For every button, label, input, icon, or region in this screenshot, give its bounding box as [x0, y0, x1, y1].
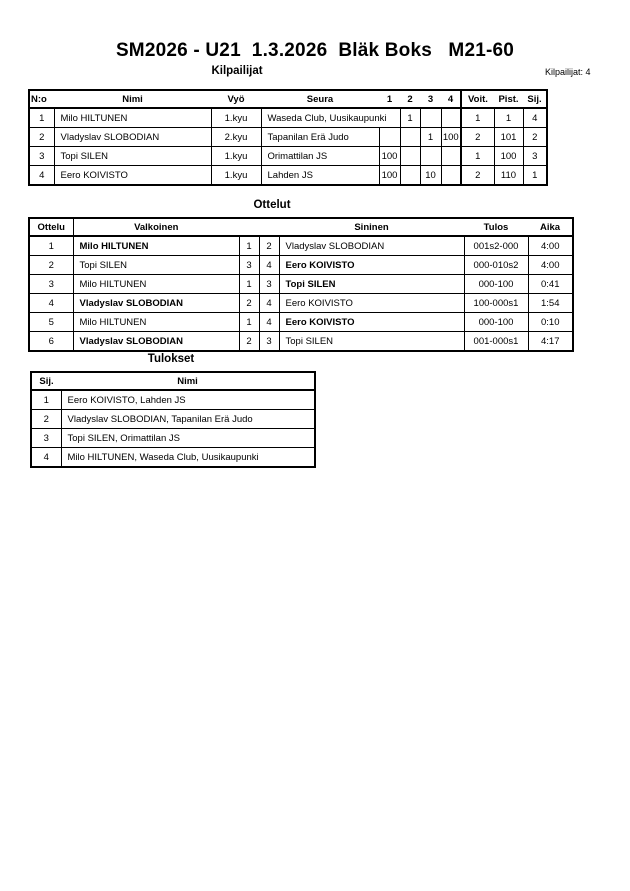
competitor-score-4 [441, 108, 461, 128]
match-white-name: Milo HILTUNEN [73, 275, 239, 294]
match-white-no: 1 [239, 275, 259, 294]
col-header-club: Seura [261, 90, 379, 108]
competitor-place: 1 [523, 166, 547, 186]
match-no: 4 [29, 294, 73, 313]
match-blue-no: 3 [259, 332, 279, 352]
competitor-points: 101 [494, 128, 523, 147]
match-result: 000-100 [464, 313, 528, 332]
match-white-no: 1 [239, 236, 259, 256]
competitor-belt: 2.kyu [211, 128, 261, 147]
competitor-score-1: 100 [379, 166, 400, 186]
competitor-score-2: 1 [400, 108, 420, 128]
match-row [29, 256, 573, 275]
competitor-score-2 [400, 128, 420, 147]
match-no: 5 [29, 313, 73, 332]
result-name: Milo HILTUNEN, Waseda Club, Uusikaupunki [61, 448, 315, 468]
col-header-wins: Voit. [461, 90, 494, 108]
col-header-belt: Vyö [211, 90, 261, 108]
col-header-match: Ottelu [29, 218, 73, 236]
match-row [29, 332, 573, 352]
result-row [31, 448, 315, 468]
competitor-no: 3 [29, 147, 54, 166]
match-result: 001s2-000 [464, 236, 528, 256]
col-header-4: 4 [441, 90, 461, 108]
competitors-count: Kilpailijat: 4 [545, 67, 591, 77]
match-blue-name: Topi SILEN [279, 332, 464, 352]
competitor-name: Eero KOIVISTO [54, 166, 211, 186]
match-row [29, 294, 573, 313]
col-header-place: Sij. [523, 90, 547, 108]
result-place: 1 [31, 390, 61, 410]
col-header-white-no [239, 218, 259, 236]
competitor-row [29, 128, 547, 147]
matches-header-row [29, 218, 573, 236]
competitor-points: 110 [494, 166, 523, 186]
results-header-row [31, 372, 315, 390]
match-blue-name: Vladyslav SLOBODIAN [279, 236, 464, 256]
result-name: Topi SILEN, Orimattilan JS [61, 429, 315, 448]
match-white-no: 3 [239, 256, 259, 275]
competitor-score-1 [379, 128, 400, 147]
col-header-name: Nimi [54, 90, 211, 108]
col-header-1: 1 [379, 90, 400, 108]
match-time: 1:54 [528, 294, 573, 313]
col-header-2: 2 [400, 90, 420, 108]
competitor-belt: 1.kyu [211, 108, 261, 128]
competitor-belt: 1.kyu [211, 166, 261, 186]
col-header-place: Sij. [31, 372, 61, 390]
match-no: 2 [29, 256, 73, 275]
col-header-blue-no [259, 218, 279, 236]
match-blue-no: 4 [259, 313, 279, 332]
competitor-name: Vladyslav SLOBODIAN [54, 128, 211, 147]
match-time: 4:17 [528, 332, 573, 352]
competitor-row [29, 166, 547, 186]
match-white-name: Milo HILTUNEN [73, 236, 239, 256]
match-result: 100-000s1 [464, 294, 528, 313]
match-blue-name: Topi SILEN [279, 275, 464, 294]
competitor-row [29, 108, 547, 128]
match-no: 6 [29, 332, 73, 352]
match-no: 3 [29, 275, 73, 294]
competitors-section-title: Kilpailijat [211, 65, 263, 77]
result-place: 3 [31, 429, 61, 448]
match-white-no: 2 [239, 294, 259, 313]
match-white-name: Milo HILTUNEN [73, 313, 239, 332]
competitor-club: Tapanilan Erä Judo [261, 128, 379, 147]
match-blue-name: Eero KOIVISTO [279, 256, 464, 275]
matches-table [28, 217, 574, 352]
competitor-points: 1 [494, 108, 523, 128]
col-header-time: Aika [528, 218, 573, 236]
competitor-score-4 [441, 147, 461, 166]
competitor-club: Lahden JS [261, 166, 379, 186]
col-header-name: Nimi [61, 372, 315, 390]
competitor-no: 1 [29, 108, 54, 128]
competitor-place: 4 [523, 108, 547, 128]
competitor-place: 2 [523, 128, 547, 147]
competitor-place: 3 [523, 147, 547, 166]
result-row [31, 390, 315, 410]
competitor-club: Waseda Club, Uusikaupunki [261, 108, 379, 128]
col-header-points: Pist. [494, 90, 523, 108]
col-header-blue: Sininen [279, 218, 464, 236]
competitor-score-2 [400, 166, 420, 186]
competitor-score-3 [420, 108, 441, 128]
match-no: 1 [29, 236, 73, 256]
competitor-score-1: 100 [379, 147, 400, 166]
competitor-score-3 [420, 147, 441, 166]
competitor-score-3: 10 [420, 166, 441, 186]
result-place: 4 [31, 448, 61, 468]
competitor-club: Orimattilan JS [261, 147, 379, 166]
matches-section-title: Ottelut [253, 199, 291, 211]
result-name: Vladyslav SLOBODIAN, Tapanilan Erä Judo [61, 410, 315, 429]
competitors-header-row [29, 90, 547, 108]
match-row [29, 275, 573, 294]
result-name: Eero KOIVISTO, Lahden JS [61, 390, 315, 410]
match-result: 000-100 [464, 275, 528, 294]
competitor-points: 100 [494, 147, 523, 166]
col-header-no: N:o [29, 90, 54, 108]
match-white-name: Topi SILEN [73, 256, 239, 275]
competitor-no: 2 [29, 128, 54, 147]
match-blue-name: Eero KOIVISTO [279, 313, 464, 332]
competitor-wins: 1 [461, 108, 494, 128]
match-result: 001-000s1 [464, 332, 528, 352]
match-white-no: 1 [239, 313, 259, 332]
match-white-no: 2 [239, 332, 259, 352]
match-blue-name: Eero KOIVISTO [279, 294, 464, 313]
match-blue-no: 3 [259, 275, 279, 294]
match-white-name: Vladyslav SLOBODIAN [73, 332, 239, 352]
competitor-name: Topi SILEN [54, 147, 211, 166]
competitors-table [28, 89, 548, 186]
result-row [31, 429, 315, 448]
results-table [30, 371, 316, 468]
col-header-3: 3 [420, 90, 441, 108]
col-header-white: Valkoinen [73, 218, 239, 236]
competitor-score-2 [400, 147, 420, 166]
match-time: 4:00 [528, 256, 573, 275]
match-row [29, 236, 573, 256]
competitor-wins: 2 [461, 166, 494, 186]
match-time: 0:41 [528, 275, 573, 294]
competitor-score-3: 1 [420, 128, 441, 147]
competitor-belt: 1.kyu [211, 147, 261, 166]
match-row [29, 313, 573, 332]
match-blue-no: 4 [259, 256, 279, 275]
match-time: 4:00 [528, 236, 573, 256]
match-result: 000-010s2 [464, 256, 528, 275]
results-section-title: Tulokset [147, 353, 195, 365]
col-header-result: Tulos [464, 218, 528, 236]
competitor-no: 4 [29, 166, 54, 186]
match-time: 0:10 [528, 313, 573, 332]
competitor-name: Milo HILTUNEN [54, 108, 211, 128]
competitor-wins: 2 [461, 128, 494, 147]
page-title: SM2026 - U21 1.3.2026 Bläk Boks M21-60 [115, 40, 515, 61]
match-white-name: Vladyslav SLOBODIAN [73, 294, 239, 313]
match-blue-no: 4 [259, 294, 279, 313]
match-blue-no: 2 [259, 236, 279, 256]
competitor-row [29, 147, 547, 166]
result-place: 2 [31, 410, 61, 429]
competitor-score-4 [441, 166, 461, 186]
result-row [31, 410, 315, 429]
competitor-score-4: 100 [441, 128, 461, 147]
competitor-wins: 1 [461, 147, 494, 166]
